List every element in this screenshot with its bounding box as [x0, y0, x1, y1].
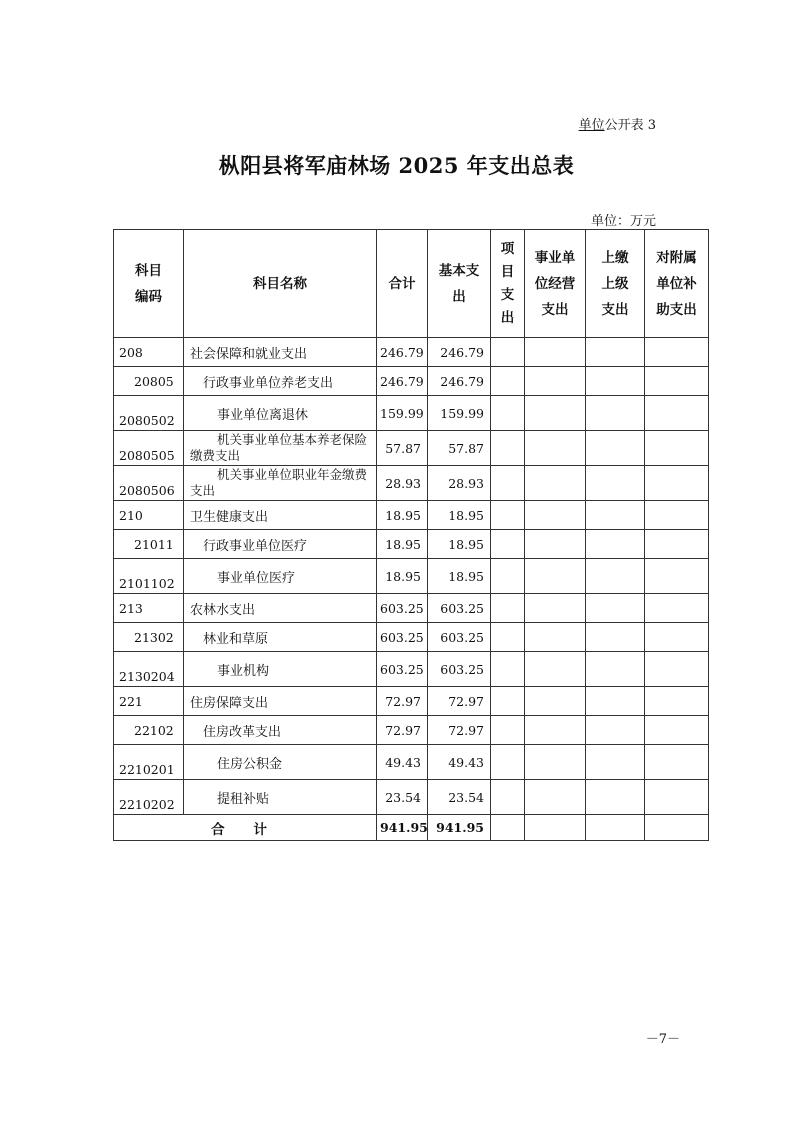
row-operating	[525, 745, 586, 780]
row-operating	[525, 623, 586, 652]
row-operating	[525, 687, 586, 716]
row-subsidy	[645, 501, 709, 530]
page-title: 枞阳县将军庙林场 2025 年支出总表	[218, 153, 575, 178]
table-row	[114, 623, 709, 652]
row-total: 72.97	[377, 716, 428, 745]
row-operating	[525, 530, 586, 559]
row-upper	[586, 396, 645, 431]
row-upper	[586, 431, 645, 466]
row-upper	[586, 687, 645, 716]
row-code: 213	[114, 594, 184, 623]
row-name: 住房保障支出	[184, 687, 377, 716]
row-project	[491, 559, 525, 594]
row-operating	[525, 367, 586, 396]
row-code: 2101102	[114, 559, 184, 594]
row-upper	[586, 559, 645, 594]
row-operating	[525, 338, 586, 367]
row-project	[491, 815, 525, 841]
row-code: 210	[114, 501, 184, 530]
row-total: 603.25	[377, 623, 428, 652]
row-name: 林业和草原	[184, 623, 377, 652]
row-basic: 72.97	[428, 716, 491, 745]
unit-label: 单位：万元	[590, 214, 656, 229]
row-basic: 159.99	[428, 396, 491, 431]
row-subsidy	[645, 652, 709, 687]
row-basic: 18.95	[428, 501, 491, 530]
row-name: 机关事业单位职业年金缴费支出	[184, 466, 377, 501]
row-code: 2210201	[114, 745, 184, 780]
row-upper	[586, 815, 645, 841]
row-basic: 603.25	[428, 623, 491, 652]
row-code: 20805	[114, 367, 184, 396]
table-row	[114, 687, 709, 716]
table-row	[114, 530, 709, 559]
table-row	[114, 367, 709, 396]
row-subsidy	[645, 745, 709, 780]
table-row	[114, 396, 709, 431]
row-basic: 72.97	[428, 687, 491, 716]
row-project	[491, 716, 525, 745]
row-subsidy	[645, 466, 709, 501]
row-operating	[525, 396, 586, 431]
row-subsidy	[645, 716, 709, 745]
col-basic-header: 基本支 出	[428, 230, 491, 338]
row-subsidy	[645, 396, 709, 431]
row-upper	[586, 338, 645, 367]
row-operating	[525, 716, 586, 745]
row-project	[491, 501, 525, 530]
row-name: 住房改革支出	[184, 716, 377, 745]
table-tag-rest: 公开表 3	[604, 118, 656, 133]
row-subsidy	[645, 687, 709, 716]
row-code: 208	[114, 338, 184, 367]
row-subsidy	[645, 530, 709, 559]
row-project	[491, 623, 525, 652]
row-upper	[586, 594, 645, 623]
col-subsidy-header: 对附属 单位补 助支出	[645, 230, 709, 338]
col-name-header: 科目名称	[184, 230, 377, 338]
row-total: 49.43	[377, 745, 428, 780]
row-project	[491, 780, 525, 815]
table-tag-unit: 单位	[578, 118, 605, 133]
table-row	[114, 716, 709, 745]
row-basic: 49.43	[428, 745, 491, 780]
row-name: 行政事业单位医疗	[184, 530, 377, 559]
table-row	[114, 594, 709, 623]
row-operating	[525, 466, 586, 501]
row-name: 农林水支出	[184, 594, 377, 623]
table-row	[114, 780, 709, 815]
row-operating	[525, 431, 586, 466]
row-total: 18.95	[377, 559, 428, 594]
row-project	[491, 367, 525, 396]
row-total: 246.79	[377, 367, 428, 396]
row-project	[491, 594, 525, 623]
row-upper	[586, 780, 645, 815]
row-project	[491, 338, 525, 367]
row-total: 28.93	[377, 466, 428, 501]
col-project-header: 项 目 支 出	[491, 230, 525, 338]
table-row	[114, 652, 709, 687]
row-total: 57.87	[377, 431, 428, 466]
row-operating	[525, 815, 586, 841]
table-row	[114, 431, 709, 466]
col-code-header: 科目 编码	[114, 230, 184, 338]
col-total-header: 合计	[377, 230, 428, 338]
row-subsidy	[645, 338, 709, 367]
row-code: 2130204	[114, 652, 184, 687]
row-name: 事业单位医疗	[184, 559, 377, 594]
total-amount: 941.95	[377, 815, 428, 841]
row-upper	[586, 623, 645, 652]
row-upper	[586, 652, 645, 687]
total-row	[114, 815, 709, 841]
row-basic: 28.93	[428, 466, 491, 501]
row-total: 23.54	[377, 780, 428, 815]
row-basic: 246.79	[428, 338, 491, 367]
table-row	[114, 466, 709, 501]
page-number: －7－	[645, 1032, 680, 1047]
total-basic: 941.95	[428, 815, 491, 841]
row-code: 2080505	[114, 431, 184, 466]
row-operating	[525, 559, 586, 594]
header-row	[114, 230, 709, 338]
row-basic: 18.95	[428, 530, 491, 559]
row-operating	[525, 594, 586, 623]
row-upper	[586, 501, 645, 530]
row-subsidy	[645, 780, 709, 815]
row-upper	[586, 466, 645, 501]
row-operating	[525, 780, 586, 815]
col-upper-header: 上缴 上级 支出	[586, 230, 645, 338]
total-label: 合 计	[114, 815, 377, 841]
row-upper	[586, 367, 645, 396]
row-name: 社会保障和就业支出	[184, 338, 377, 367]
table-row	[114, 338, 709, 367]
row-code: 221	[114, 687, 184, 716]
row-project	[491, 745, 525, 780]
row-subsidy	[645, 623, 709, 652]
col-operating-header: 事业单 位经营 支出	[525, 230, 586, 338]
row-total: 159.99	[377, 396, 428, 431]
row-project	[491, 431, 525, 466]
row-upper	[586, 530, 645, 559]
expenditure-table	[113, 229, 709, 841]
row-basic: 23.54	[428, 780, 491, 815]
row-name: 卫生健康支出	[184, 501, 377, 530]
row-subsidy	[645, 594, 709, 623]
row-project	[491, 396, 525, 431]
row-subsidy	[645, 367, 709, 396]
row-code: 22102	[114, 716, 184, 745]
row-project	[491, 530, 525, 559]
row-upper	[586, 745, 645, 780]
table-row	[114, 745, 709, 780]
row-project	[491, 652, 525, 687]
row-basic: 603.25	[428, 652, 491, 687]
row-basic: 18.95	[428, 559, 491, 594]
row-subsidy	[645, 431, 709, 466]
table-tag	[540, 114, 656, 133]
table-row	[114, 559, 709, 594]
row-name: 提租补贴	[184, 780, 377, 815]
row-code: 2080502	[114, 396, 184, 431]
row-total: 72.97	[377, 687, 428, 716]
row-operating	[525, 652, 586, 687]
row-project	[491, 687, 525, 716]
table-row	[114, 501, 709, 530]
row-code: 21011	[114, 530, 184, 559]
row-subsidy	[645, 815, 709, 841]
row-total: 603.25	[377, 594, 428, 623]
row-code: 2210202	[114, 780, 184, 815]
row-basic: 603.25	[428, 594, 491, 623]
row-name: 事业机构	[184, 652, 377, 687]
row-total: 18.95	[377, 501, 428, 530]
row-code: 2080506	[114, 466, 184, 501]
row-total: 246.79	[377, 338, 428, 367]
row-code: 21302	[114, 623, 184, 652]
row-basic: 57.87	[428, 431, 491, 466]
row-project	[491, 466, 525, 501]
row-total: 603.25	[377, 652, 428, 687]
row-name: 住房公积金	[184, 745, 377, 780]
row-name: 事业单位离退休	[184, 396, 377, 431]
row-operating	[525, 501, 586, 530]
row-name: 行政事业单位养老支出	[184, 367, 377, 396]
row-basic: 246.79	[428, 367, 491, 396]
row-name: 机关事业单位基本养老保险缴费支出	[184, 431, 377, 466]
row-subsidy	[645, 559, 709, 594]
row-total: 18.95	[377, 530, 428, 559]
row-upper	[586, 716, 645, 745]
